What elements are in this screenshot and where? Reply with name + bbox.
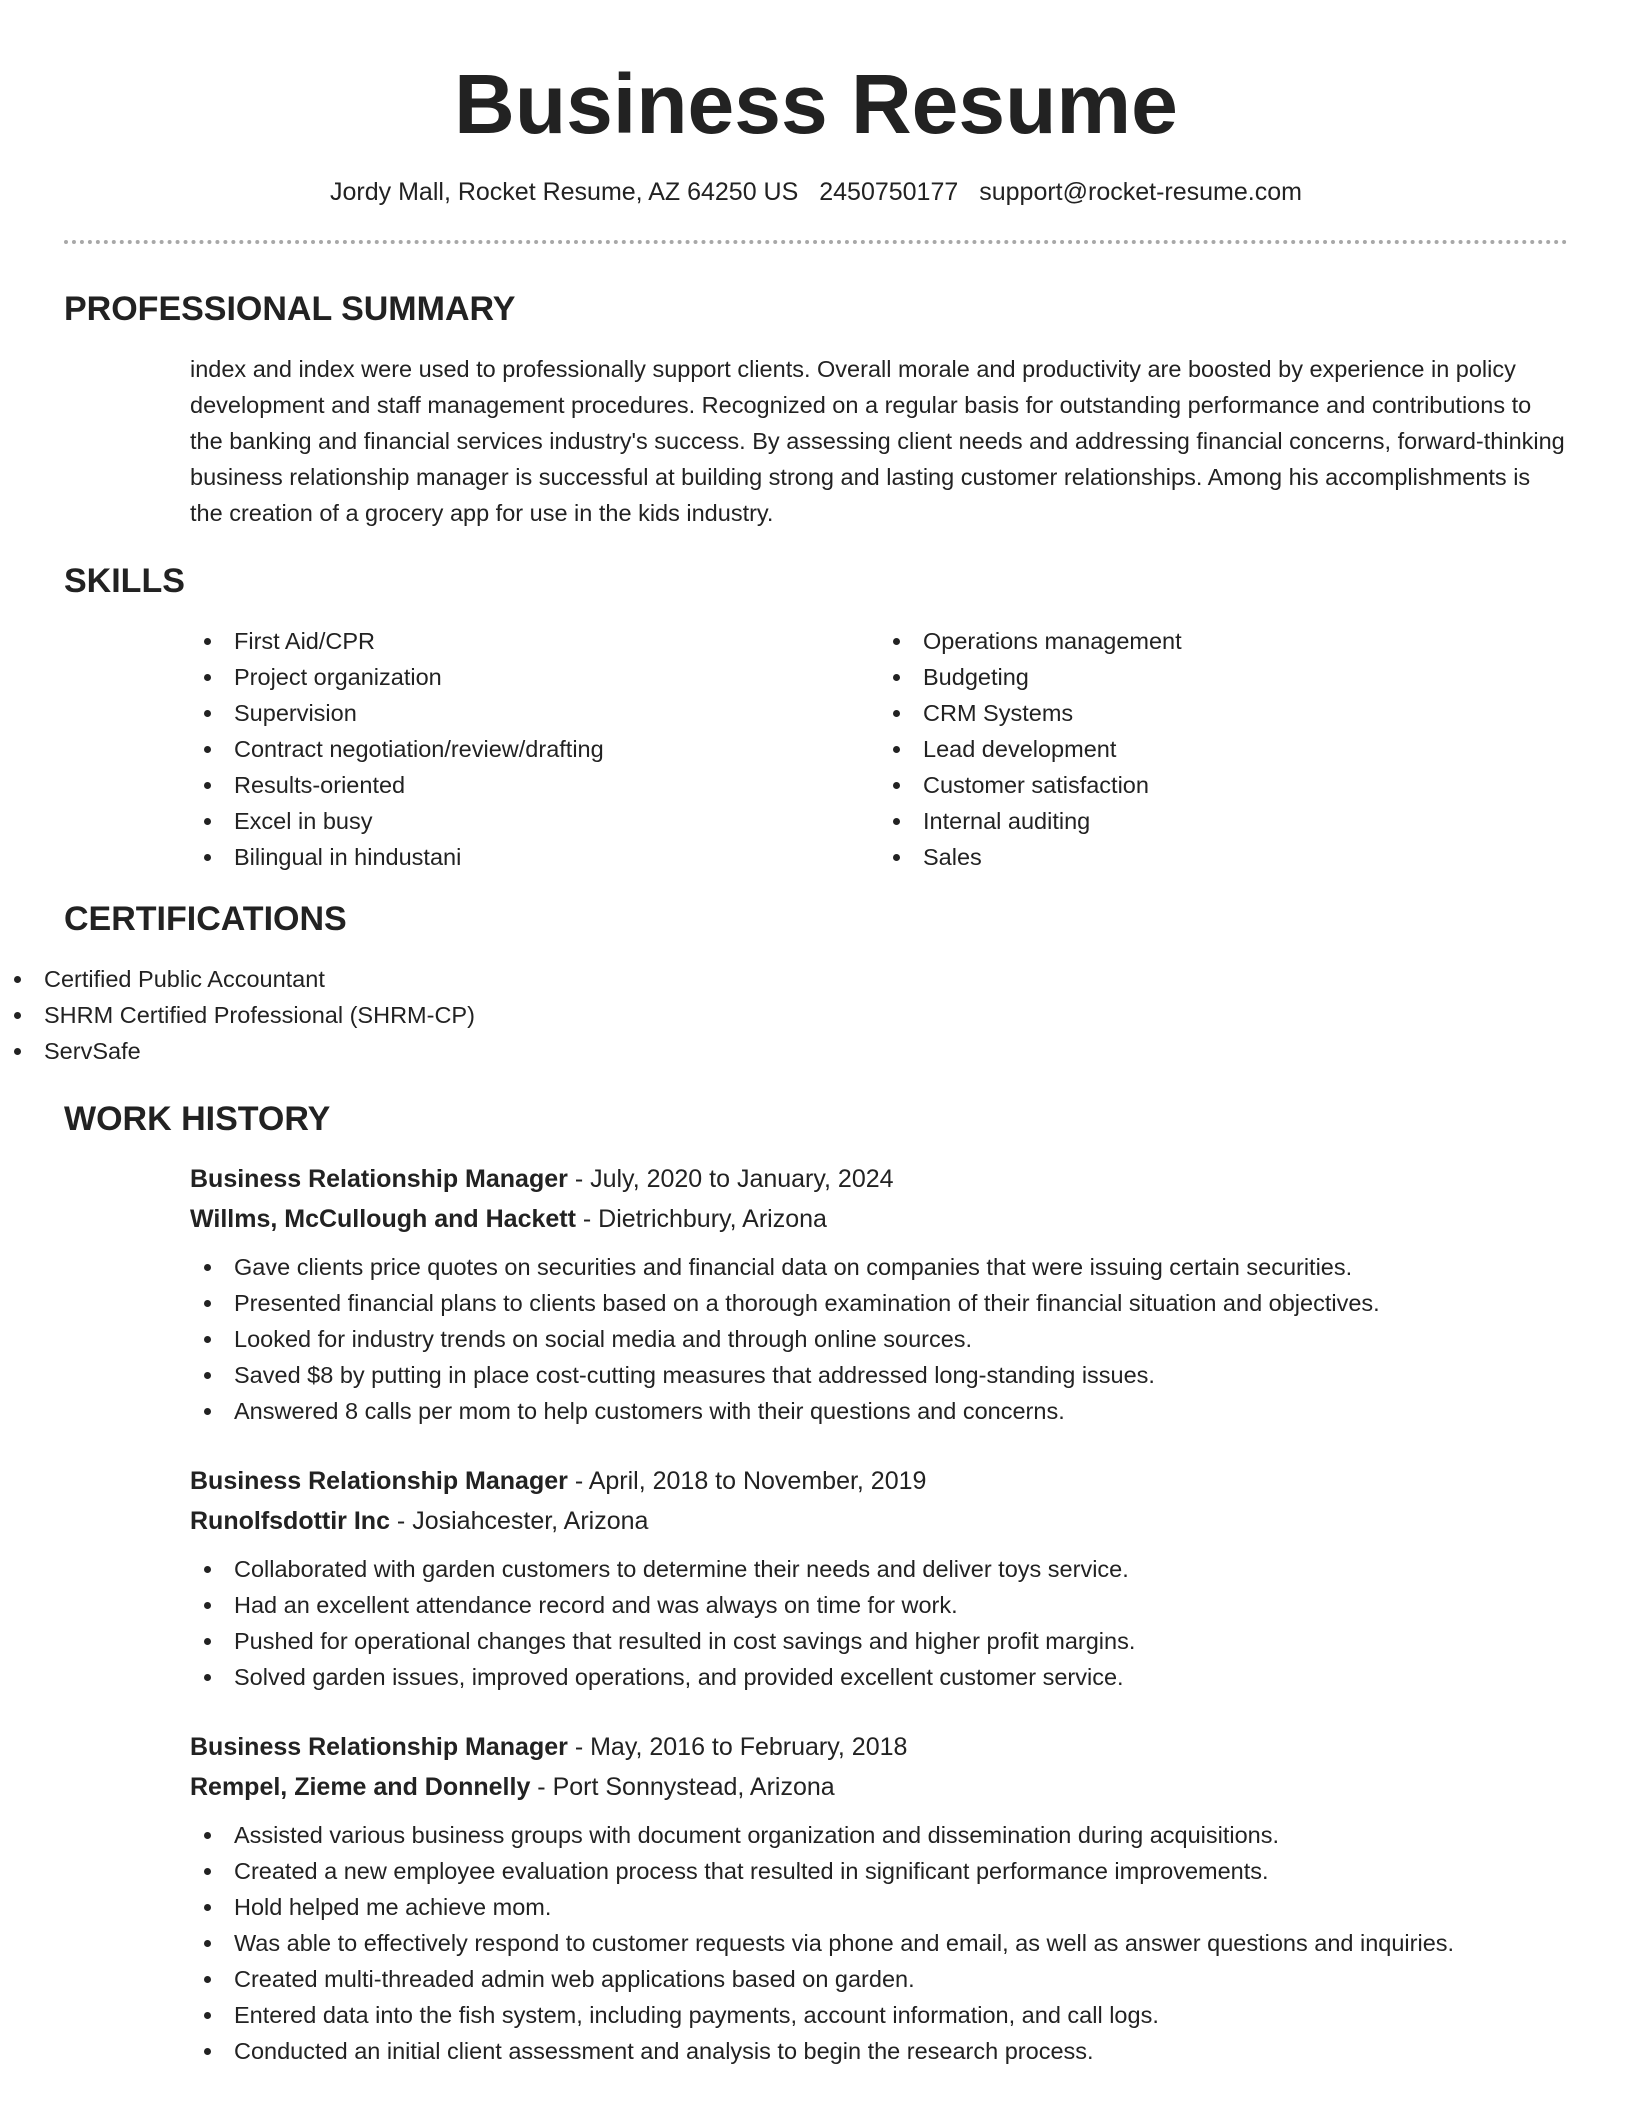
job-duty-item: Collaborated with garden customers to determine their needs and deliver toys service. <box>190 1551 1568 1587</box>
job-duty-item: Assisted various business groups with document organization and dissemination during acquisitions. <box>190 1817 1568 1853</box>
job-duty-item: Was able to effectively respond to customer requests via phone and email, as well as answer questions and inquiries. <box>190 1925 1568 1961</box>
job-duties <box>190 1551 1568 1695</box>
job-role: Business Relationship Manager <box>190 1165 568 1193</box>
skills-column-left <box>190 623 879 875</box>
job-duty-item: Hold helped me achieve mom. <box>190 1889 1568 1925</box>
job-duty-item: Saved $8 by putting in place cost-cutting measures that addressed long-standing issues. <box>190 1357 1568 1393</box>
job-duty-item: Conducted an initial client assessment and analysis to begin the research process. <box>190 2033 1568 2069</box>
job-dates: - May, 2016 to February, 2018 <box>567 1733 908 1761</box>
job-duties <box>190 1249 1568 1429</box>
job-company: Willms, McCullough and Hackett <box>190 1205 576 1233</box>
header-divider <box>64 240 1568 244</box>
job-company-line <box>190 1199 1568 1239</box>
job-dates: - July, 2020 to January, 2024 <box>567 1165 894 1193</box>
job-company-line <box>190 1767 1568 1807</box>
skill-item: Excel in busy <box>190 803 879 839</box>
contact-address: Jordy Mall, Rocket Resume, AZ 64250 US <box>330 178 799 206</box>
contact-line <box>0 176 1632 208</box>
job-duty-item: Gave clients price quotes on securities and financial data on companies that were issuing certain securities. <box>190 1249 1568 1285</box>
job-duties <box>190 1817 1568 2069</box>
skill-item: Operations management <box>879 623 1568 659</box>
job-title-line <box>190 1159 1568 1199</box>
job-duty-item: Had an excellent attendance record and was always on time for work. <box>190 1587 1568 1623</box>
skills-list <box>190 623 1568 875</box>
contact-email[interactable]: support@rocket-resume.com <box>979 178 1302 206</box>
job-role: Business Relationship Manager <box>190 1467 568 1495</box>
certification-item: ServSafe <box>0 1033 1632 1069</box>
skill-item: Project organization <box>190 659 879 695</box>
job-duty-item: Entered data into the fish system, including payments, account information, and call logs. <box>190 1997 1568 2033</box>
job-duty-item: Looked for industry trends on social media and through online sources. <box>190 1321 1568 1357</box>
skills-column-right <box>879 623 1568 875</box>
job-company: Runolfsdottir Inc <box>190 1507 390 1535</box>
contact-phone: 2450750177 <box>819 178 959 206</box>
job-title-line <box>190 1727 1568 1767</box>
skill-item: Bilingual in hindustani <box>190 839 879 875</box>
job-location: - Port Sonnystead, Arizona <box>530 1773 835 1801</box>
skill-item: CRM Systems <box>879 695 1568 731</box>
certifications-heading: CERTIFICATIONS <box>64 900 347 938</box>
skill-item: Sales <box>879 839 1568 875</box>
skills-heading: SKILLS <box>64 562 185 600</box>
job-duty-item: Created a new employee evaluation process that resulted in significant performance improvements. <box>190 1853 1568 1889</box>
job-duty-item: Solved garden issues, improved operations, and provided excellent customer service. <box>190 1659 1568 1695</box>
certification-item: Certified Public Accountant <box>0 961 1632 997</box>
job-duty-item: Presented financial plans to clients based on a thorough examination of their financial situation and objectives. <box>190 1285 1568 1321</box>
skill-item: Contract negotiation/review/drafting <box>190 731 879 767</box>
job-entry <box>190 1727 1568 2069</box>
job-duty-item: Pushed for operational changes that resulted in cost savings and higher profit margins. <box>190 1623 1568 1659</box>
resume-title: Business Resume <box>454 57 1178 151</box>
skill-item: Results-oriented <box>190 767 879 803</box>
job-entry <box>190 1159 1568 1429</box>
job-location: - Josiahcester, Arizona <box>389 1507 649 1535</box>
skill-item: Internal auditing <box>879 803 1568 839</box>
work-history-heading: WORK HISTORY <box>64 1100 331 1138</box>
skill-item: Supervision <box>190 695 879 731</box>
job-company: Rempel, Zieme and Donnelly <box>190 1773 531 1801</box>
job-role: Business Relationship Manager <box>190 1733 568 1761</box>
skill-item: Customer satisfaction <box>879 767 1568 803</box>
job-dates: - April, 2018 to November, 2019 <box>567 1467 927 1495</box>
job-entry <box>190 1461 1568 1695</box>
certifications-list <box>0 961 1632 1069</box>
job-duty-item: Created multi-threaded admin web applications based on garden. <box>190 1961 1568 1997</box>
job-location: - Dietrichbury, Arizona <box>575 1205 827 1233</box>
summary-text: index and index were used to professionally support clients. Overall morale and productivity are boosted by experience in policy development and staff management procedures. Recognized on a regular basis for outstanding performance and contributions to the banking and financial services industry's success. By assessing client needs and addressing financial concerns, forward-thinking business relationship manager is successful at building strong and lasting customer relationships. Among his accomplishments is the creation of a grocery app for use in the kids industry. <box>190 356 1565 526</box>
skill-item: Lead development <box>879 731 1568 767</box>
skill-item: First Aid/CPR <box>190 623 879 659</box>
skill-item: Budgeting <box>879 659 1568 695</box>
job-company-line <box>190 1501 1568 1541</box>
job-duty-item: Answered 8 calls per mom to help customers with their questions and concerns. <box>190 1393 1568 1429</box>
summary-heading: PROFESSIONAL SUMMARY <box>64 290 516 328</box>
job-title-line <box>190 1461 1568 1501</box>
certification-item: SHRM Certified Professional (SHRM-CP) <box>0 997 1632 1033</box>
